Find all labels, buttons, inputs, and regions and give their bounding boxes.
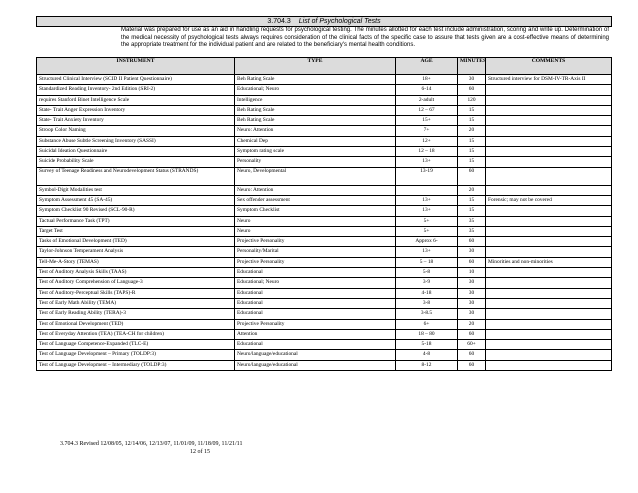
cell-type: Educational	[235, 298, 396, 308]
cell-type: Neuro/language/educational	[235, 350, 396, 360]
cell-comments	[486, 95, 612, 105]
col-header-instrument: INSTRUMENT	[37, 58, 235, 75]
cell-instrument: Tell-Me-A-Story (TEMAS)	[37, 257, 235, 267]
cell-type: Beh Rating Scale	[235, 105, 396, 115]
cell-comments	[486, 226, 612, 236]
table-row	[37, 298, 612, 308]
cell-comments	[486, 136, 612, 146]
cell-minutes: 60	[458, 360, 486, 370]
cell-minutes: 20	[458, 126, 486, 136]
cell-minutes: 60	[458, 237, 486, 247]
col-header-type: TYPE	[235, 58, 396, 75]
cell-instrument: Test of Language Development – Intermediary (TOLDP:3)	[37, 360, 235, 370]
cell-age: 5+	[396, 216, 458, 226]
cell-type: Intelligence	[235, 95, 396, 105]
cell-type: Beh Rating Scale	[235, 75, 396, 85]
cell-type: Projective Personality	[235, 319, 396, 329]
cell-instrument: Test of Auditory Analysis Skills (TAAS)	[37, 268, 235, 278]
cell-minutes: 10	[458, 268, 486, 278]
cell-type: Neuro: Attention	[235, 126, 396, 136]
cell-instrument: Test of Auditory-Perceptual Skills (TAPS)-R	[37, 288, 235, 298]
cell-comments	[486, 340, 612, 350]
cell-comments	[486, 167, 612, 185]
table-body	[37, 75, 612, 371]
cell-comments	[486, 350, 612, 360]
cell-comments: Minorities and non-minorities	[486, 257, 612, 267]
cell-age: 13+	[396, 206, 458, 216]
table-row	[37, 237, 612, 247]
page-number: 12 of 15	[190, 448, 210, 455]
cell-minutes: 15	[458, 206, 486, 216]
cell-minutes: 30	[458, 288, 486, 298]
table-row	[37, 319, 612, 329]
cell-age: 3-8.5	[396, 309, 458, 319]
table-row	[37, 185, 612, 195]
cell-minutes: 30	[458, 75, 486, 85]
revision-note: 3.704.3 Revised 12/08/05, 12/14/06, 12/13/07, 11/01/09, 11/18/09, 11/21/11	[60, 441, 243, 447]
cell-age: 8-12	[396, 360, 458, 370]
cell-type: Educational; Neuro	[235, 85, 396, 95]
cell-minutes: 60	[458, 350, 486, 360]
cell-instrument: Tactual Performance Task (TPT)	[37, 216, 235, 226]
cell-age: 5 – 18	[396, 257, 458, 267]
cell-age: 4-8	[396, 350, 458, 360]
cell-minutes: 30	[458, 278, 486, 288]
cell-instrument: Suicide Probability Scale	[37, 157, 235, 167]
cell-instrument: Symbol-Digit Modalities test	[37, 185, 235, 195]
cell-type: Educational	[235, 268, 396, 278]
cell-comments	[486, 157, 612, 167]
cell-instrument: Test of Everyday Attention (TEA) (TEA-CH for children)	[37, 329, 235, 339]
cell-minutes: 20	[458, 185, 486, 195]
cell-age: 3-8	[396, 298, 458, 308]
cell-instrument: Test of Language Development – Primary (TOLDP:3)	[37, 350, 235, 360]
cell-comments	[486, 105, 612, 115]
cell-comments	[486, 116, 612, 126]
cell-instrument: State- Trait Anger Expression Inventory	[37, 105, 235, 115]
cell-age: 3-9	[396, 278, 458, 288]
cell-comments	[486, 278, 612, 288]
table-row	[37, 206, 612, 216]
cell-comments	[486, 126, 612, 136]
col-header-comments: COMMENTS	[486, 58, 612, 75]
table-row	[37, 309, 612, 319]
cell-minutes: 30	[458, 247, 486, 257]
cell-age: 18 – 80	[396, 329, 458, 339]
cell-instrument: Standardized Reading Inventory- 2nd Edition (SRI-2)	[37, 85, 235, 95]
cell-minutes: 15	[458, 116, 486, 126]
table-row	[37, 195, 612, 205]
cell-type: Chemical Dep	[235, 136, 396, 146]
cell-type: Personality/Marital	[235, 247, 396, 257]
cell-type: Attention	[235, 329, 396, 339]
cell-comments	[486, 247, 612, 257]
cell-age: 7+	[396, 126, 458, 136]
cell-age: 5+	[396, 226, 458, 236]
cell-type: Educational	[235, 288, 396, 298]
cell-type: Personality	[235, 157, 396, 167]
cell-type: Neuro, Developmental	[235, 167, 396, 185]
cell-instrument: Target Test	[37, 226, 235, 236]
col-header-minutes: MINUTES	[458, 58, 486, 75]
cell-minutes: 60	[458, 85, 486, 95]
cell-instrument: Suicidal Ideation Questionnaire	[37, 147, 235, 157]
cell-comments	[486, 237, 612, 247]
cell-minutes: 20	[458, 319, 486, 329]
section-number: 3.704.3	[267, 18, 291, 25]
cell-age: 12 – 18	[396, 147, 458, 157]
cell-minutes: 15	[458, 195, 486, 205]
cell-minutes: 35	[458, 226, 486, 236]
table-row	[37, 167, 612, 185]
cell-instrument: Test of Language Competence-Expanded (TLC-E)	[37, 340, 235, 350]
cell-age: 13+	[396, 247, 458, 257]
cell-comments	[486, 360, 612, 370]
cell-minutes: 60	[458, 329, 486, 339]
table-row	[37, 329, 612, 339]
cell-minutes: 35	[458, 216, 486, 226]
cell-minutes: 15	[458, 157, 486, 167]
cell-minutes: 120	[458, 95, 486, 105]
table-row	[37, 75, 612, 85]
cell-comments	[486, 206, 612, 216]
table-row	[37, 136, 612, 146]
cell-type: Symptom Checklist	[235, 206, 396, 216]
table-row	[37, 157, 612, 167]
cell-age: 5-18	[396, 340, 458, 350]
cell-age: 2-adult	[396, 95, 458, 105]
table-row	[37, 126, 612, 136]
cell-comments	[486, 329, 612, 339]
cell-instrument: Substance Abuse Subtle Screening Inventory (SASSI)	[37, 136, 235, 146]
table-row	[37, 147, 612, 157]
cell-comments	[486, 288, 612, 298]
cell-age: 12+	[396, 136, 458, 146]
cell-minutes: 30	[458, 309, 486, 319]
cell-comments	[486, 268, 612, 278]
tests-table	[36, 57, 612, 371]
cell-comments	[486, 147, 612, 157]
table-row	[37, 116, 612, 126]
cell-age: 6+	[396, 319, 458, 329]
cell-minutes: 15	[458, 147, 486, 157]
intro-paragraph: Material was prepared for use as an aid in handling requests for psychological testing. The minutes allotted for each test include administration, scoring and write up. Determination of the medical necessity of psychological tests always requires consideration of the clinical facts of the specific case to assure that tests given are a cost-effective means of determining the appropriate treatment for the individual patient and are related to the beneficiary's mental health conditions.	[121, 27, 609, 49]
cell-age: 5-8	[396, 268, 458, 278]
table-row	[37, 257, 612, 267]
table-row	[37, 278, 612, 288]
section-title-bar	[36, 16, 612, 27]
cell-age: 12 – 67	[396, 105, 458, 115]
table-row	[37, 247, 612, 257]
cell-instrument: Test of Early Reading Ability (TERA)-3	[37, 309, 235, 319]
table-row	[37, 360, 612, 370]
cell-comments: Forensic; may not be covered	[486, 195, 612, 205]
cell-comments	[486, 185, 612, 195]
cell-instrument: Tasks of Emotional Development (TED)	[37, 237, 235, 247]
table-row	[37, 350, 612, 360]
cell-age: 18+	[396, 75, 458, 85]
cell-type: Educational	[235, 340, 396, 350]
cell-instrument: Taylor-Johnson Temperament Analysis	[37, 247, 235, 257]
cell-type: Symptom rating scale	[235, 147, 396, 157]
cell-type: Neuro	[235, 226, 396, 236]
cell-age: 15+	[396, 116, 458, 126]
table-row	[37, 105, 612, 115]
cell-type: Projective Personality	[235, 237, 396, 247]
cell-comments	[486, 309, 612, 319]
cell-age: Approx 6-	[396, 237, 458, 247]
cell-comments	[486, 85, 612, 95]
cell-comments: Structured interview for DSM-IV-TR-Axis II	[486, 75, 612, 85]
table-row	[37, 340, 612, 350]
cell-comments	[486, 319, 612, 329]
cell-minutes: 60	[458, 257, 486, 267]
cell-age	[396, 185, 458, 195]
cell-age: 6-14	[396, 85, 458, 95]
cell-instrument: Test of Auditory Comprehension of Language-3	[37, 278, 235, 288]
section-title: List of Psychological Tests	[298, 18, 381, 25]
page-footer	[60, 441, 242, 456]
cell-type: Projective Personality	[235, 257, 396, 267]
cell-type: Neuro: Attention	[235, 185, 396, 195]
cell-age: 4-18	[396, 288, 458, 298]
cell-instrument: Structured Clinical Interview (SCID II Patient Questionnaire)	[37, 75, 235, 85]
cell-type: Sex offender assessment	[235, 195, 396, 205]
table-row	[37, 216, 612, 226]
col-header-age: AGE	[396, 58, 458, 75]
cell-type: Educational	[235, 309, 396, 319]
table-row	[37, 288, 612, 298]
cell-age: 13+	[396, 195, 458, 205]
cell-type: Beh Rating Scale	[235, 116, 396, 126]
cell-minutes: 60+	[458, 340, 486, 350]
table-row	[37, 268, 612, 278]
cell-instrument: Symptom Checklist 90 Revised (SCL-90-R)	[37, 206, 235, 216]
table-row	[37, 85, 612, 95]
cell-minutes: 15	[458, 105, 486, 115]
cell-instrument: requires Stanford Binet Intelligence Scale	[37, 95, 235, 105]
cell-instrument: Survey of Teenage Readiness and Neurodevelopment Status (STRANDS)	[37, 167, 235, 185]
table-header-row	[37, 58, 612, 75]
cell-minutes: 60	[458, 167, 486, 185]
cell-minutes: 15	[458, 136, 486, 146]
cell-instrument: State- Trait Anxiety Inventory	[37, 116, 235, 126]
cell-type: Neuro	[235, 216, 396, 226]
cell-instrument: Test of Emotional Development (TED)	[37, 319, 235, 329]
cell-instrument: Test of Early Math Ability (TEMA)	[37, 298, 235, 308]
cell-type: Educational; Neuro	[235, 278, 396, 288]
cell-instrument: Stroop Color Naming	[37, 126, 235, 136]
cell-age: 13-19	[396, 167, 458, 185]
table-row	[37, 95, 612, 105]
cell-comments	[486, 216, 612, 226]
cell-minutes: 30	[458, 298, 486, 308]
cell-type: Neuro/language/educational	[235, 360, 396, 370]
cell-instrument: Symptom Assessment 45 (SA-45)	[37, 195, 235, 205]
table-row	[37, 226, 612, 236]
cell-age: 13+	[396, 157, 458, 167]
cell-comments	[486, 298, 612, 308]
